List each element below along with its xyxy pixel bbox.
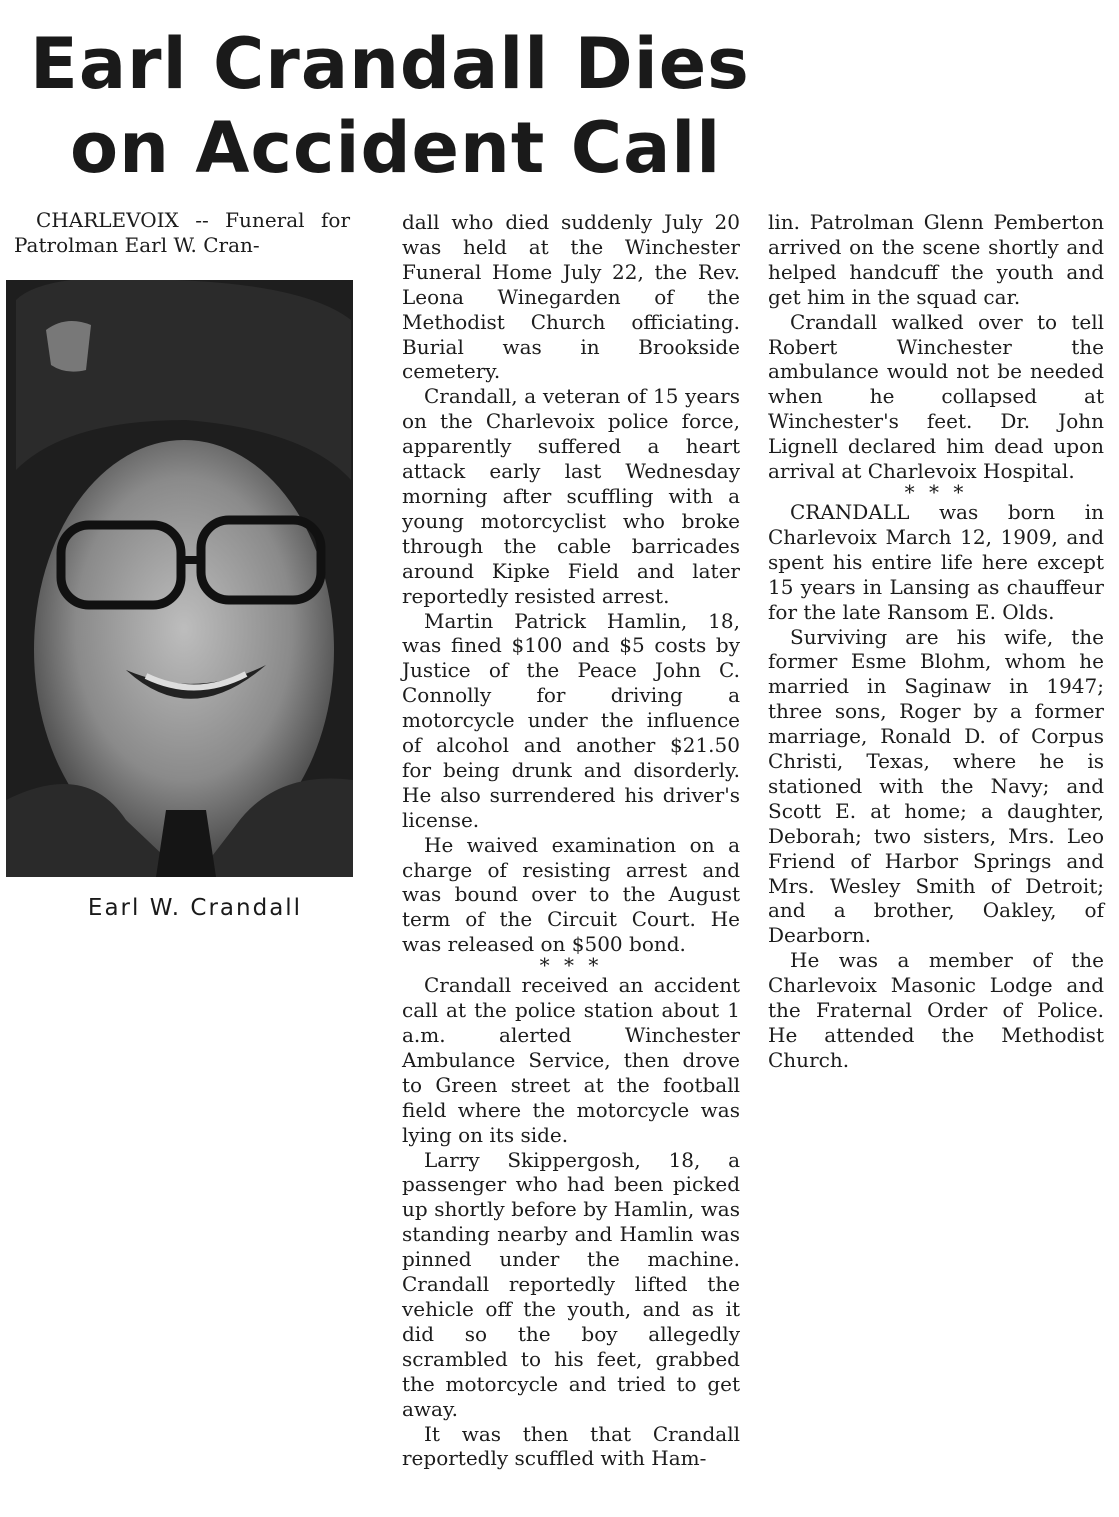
paragraph: He was a member of the Charlevoix Masonic Lodge and the Fraternal Order of Police. He attended the Methodist Church.	[768, 948, 1104, 1072]
section-separator: * * *	[539, 953, 603, 978]
paragraph: He waived examination on a charge of resisting arrest and was bound over to the August term of the Circuit Court. He was released on $500 bond.	[402, 832, 740, 957]
portrait-photo	[6, 280, 353, 877]
article-column-1	[14, 208, 350, 258]
headline-line-2: on Accident Call	[70, 107, 722, 189]
paragraph: Crandall received an accident call at the police station about 1 a.m. alerted Winchester Ambulance Service, then drove to Green street at the football field where the motorcycle was lying on its side.	[402, 973, 740, 1147]
section-separator: * * *	[904, 479, 968, 504]
paragraph: lin. Patrolman Glenn Pemberton arrived on the scene shortly and helped handcuff the youth and get him in the squad car.	[768, 210, 1104, 309]
paragraph: CRANDALL was born in Charlevoix March 12, 1909, and spent his entire life here except 15 years in Lansing as chauffeur for the late Ransom E. Olds.	[768, 499, 1104, 624]
article-lead: CHARLEVOIX -- Funeral for Patrolman Earl W. Cran-	[14, 208, 350, 257]
headline	[30, 22, 790, 190]
paragraph: It was then that Crandall reportedly scuffled with Ham-	[402, 1421, 740, 1471]
photo-caption: Earl W. Crandall	[87, 895, 303, 921]
paragraph: Larry Skippergosh, 18, a passenger who had been picked up shortly before by Hamlin, was standing nearby and Hamlin was pinned under the machine. Crandall reportedly lifted the vehicle off the youth, and as it did so the boy allegedly scrambled to his feet, grabbed the motorcycle and tried to get away.	[402, 1147, 740, 1421]
paragraph: Crandall, a veteran of 15 years on the Charlevoix police force, apparently suffered a heart attack early last Wednesday morning after scuffling with a young motorcyclist who broke through the cable barricades around Kipke Field and later reportedly resisted arrest.	[402, 384, 740, 608]
headline-line-1: Earl Crandall Dies	[30, 23, 750, 105]
paragraph: Crandall walked over to tell Robert Winchester the ambulance would not be needed when he collapsed at Winchester's feet. Dr. John Lignell declared him dead upon arrival at Charlevoix Hospital.	[768, 309, 1104, 484]
portrait-illustration	[6, 280, 353, 877]
paragraph: dall who died suddenly July 20 was held at the Winchester Funeral Home July 22, the Rev. Leona Winegarden of the Methodist Church officiating. Burial was in Brookside cemetery.	[402, 210, 740, 384]
paragraph: Martin Patrick Hamlin, 18, was fined $100 and $5 costs by Justice of the Peace John C. Connolly for driving a motorcycle under the influence of alcohol and another $21.50 for being drunk and disorderly. He also surrendered his driver's license.	[402, 608, 740, 832]
paragraph: Surviving are his wife, the former Esme Blohm, whom he married in Saginaw in 1947; three sons, Roger by a former marriage, Ronald D. of Corpus Christi, Texas, where he is stationed with the Navy; and Scott E. at home; a daughter, Deborah; two sisters, Mrs. Leo Friend of Harbor Springs and Mrs. Wesley Smith of Detroit; and a brother, Oakley, of Dearborn.	[768, 624, 1104, 948]
article-column-3	[768, 210, 1104, 1073]
article-column-2	[402, 210, 740, 1471]
